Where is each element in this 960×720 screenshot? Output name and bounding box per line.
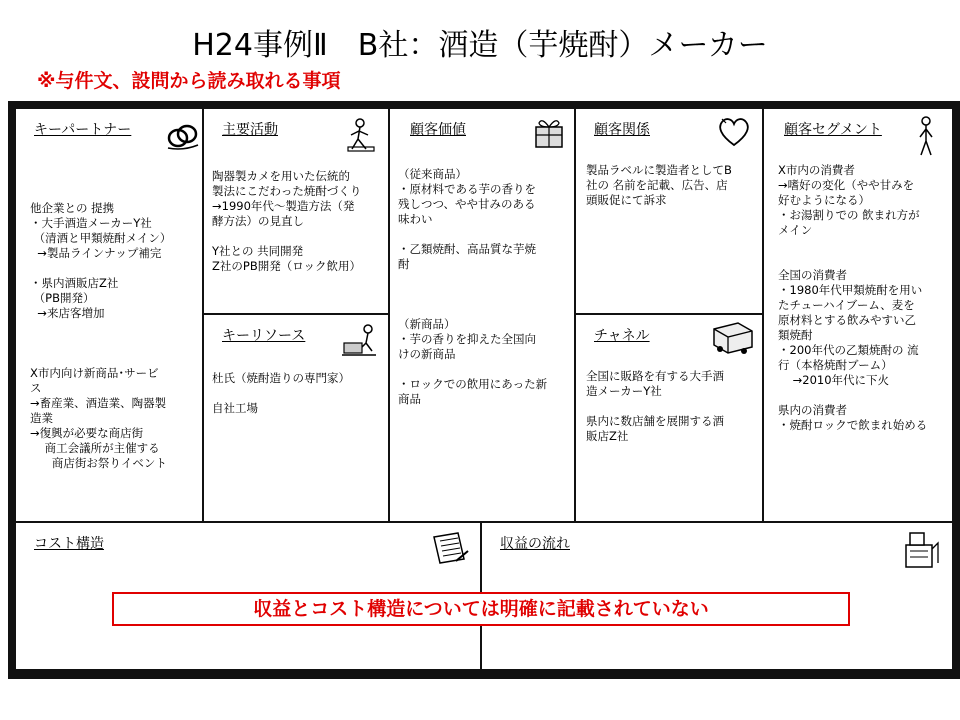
key-activities-text: 陶器製カメを用いた伝統的 製法にこだわった焼酎づくり →1990年代～製造方法（発 酵方法）の見直し Y社との 共同開発 Z社のPB開発（ロック飲用） xyxy=(212,169,362,273)
customer-relationships-text: 製品ラベルに製造者としてB 社の 名前を記載、広告、店 頭販促にて訴求 xyxy=(586,163,732,207)
truck-icon xyxy=(710,319,756,357)
key-activities-heading: 主要活動 xyxy=(222,122,278,138)
heart-icon xyxy=(716,115,752,149)
revenue-cost-note: 収益とコスト構造については明確に記載されていない xyxy=(112,592,850,626)
customer-segments-heading: 顧客セグメント xyxy=(784,122,882,138)
value-propositions-text: （従来商品） ・原材料である芋の香りを 残しつつ、やや甘みのある 味わい ・乙類焼酎、高品質な芋焼 酎 （新商品） ・芋の香りを抑えた全国向 けの新商品 ・ロックでの飲用にあった新 商品 xyxy=(398,167,548,406)
customer-relationships-cell xyxy=(576,109,762,313)
customer-segments-text: X市内の消費者 →嗜好の変化（やや甘みを 好むようになる） ・お湯割りでの 飲まれ方が メイン 全国の消費者 ・1980年代甲類焼酎を用い たチューハイブーム、麦を 原材料とする飲みやすい乙 類焼酎 ・200年代の乙類焼酎の 流 行（本格焼酎ブーム） →2010年代に下火 県内の消費者 ・焼酎ロックで飲まれ始める xyxy=(778,163,928,432)
page-title: H24事例Ⅱ B社：酒造（芋焼酎）メーカー xyxy=(192,28,768,63)
key-resources-text: 杜氏（焼酎造りの専門家） 自社工場 xyxy=(212,371,350,415)
channels-heading: チャネル xyxy=(594,328,650,344)
channels-cell xyxy=(576,315,762,521)
key-resources-cell xyxy=(204,315,388,521)
page-subtitle: ※与件文、設問から読み取れる事項 xyxy=(37,70,341,92)
key-resources-heading: キーリソース xyxy=(222,328,306,344)
worker-icon xyxy=(340,323,380,359)
gift-icon xyxy=(530,115,568,151)
cash-register-icon xyxy=(900,527,940,571)
customer-relationships-heading: 顧客関係 xyxy=(594,122,650,138)
document-icon xyxy=(428,531,470,567)
channels-text: 全国に販路を有する大手酒 造メーカーY社 県内に数店舗を展開する酒 販店Z社 xyxy=(586,369,724,443)
key-partners-cell xyxy=(16,109,202,521)
value-propositions-cell xyxy=(390,109,574,521)
customer-segments-cell xyxy=(764,109,952,521)
value-propositions-heading: 顧客価値 xyxy=(410,122,466,138)
person-icon xyxy=(912,115,940,157)
key-activities-cell xyxy=(204,109,388,313)
key-partners-text: 他企業との 提携 ・大手酒造メーカーY社 （清酒と甲類焼酎メイン） →製品ラインナップ補完 ・県内酒販店Z社 （PB開発） →来店客増加 X市内向け新商品･サービ ス →畜産業、酒造業、陶器製 造業 →復興が必要な商店街 商工会議所が主催する 商店街お祭りイベント xyxy=(30,201,172,470)
worker-icon xyxy=(344,117,378,153)
revenue-streams-heading: 収益の流れ xyxy=(500,536,570,552)
rings-icon xyxy=(166,121,200,151)
cost-structure-heading: コスト構造 xyxy=(34,536,104,552)
key-partners-heading: キーパートナー xyxy=(34,122,132,138)
